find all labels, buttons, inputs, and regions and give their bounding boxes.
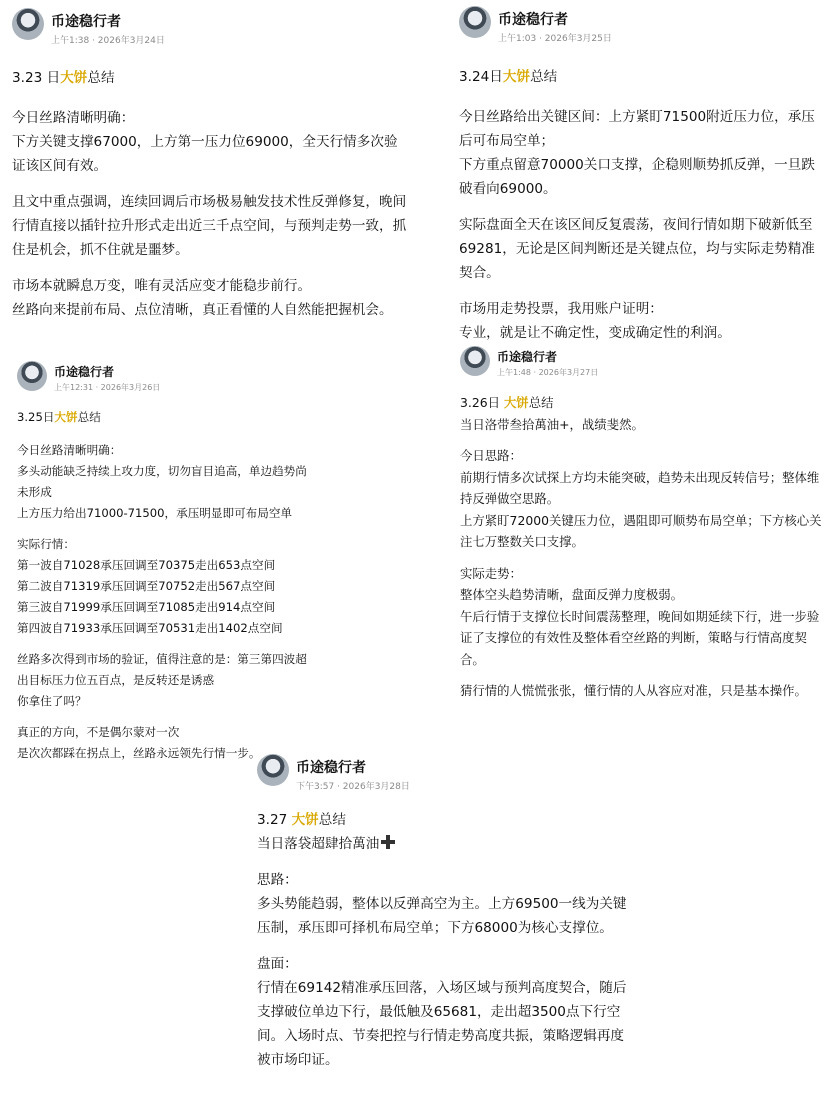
- post-title: 3.25日大饼总结: [17, 410, 101, 424]
- post-paragraph: 当日落袋超肆拾萬油: [257, 832, 627, 856]
- post-card: [459, 6, 827, 345]
- post-timestamp: 上午1:03 · 2026年3月25日: [498, 34, 612, 44]
- author-name[interactable]: 币途稳行者: [498, 12, 568, 28]
- post-paragraph: 真正的方向，不是偶尔蒙对一次 是次次都踩在拐点上，丝路永远领先行情一步。: [17, 725, 261, 760]
- post-paragraph: 今日思路： 前期行情多次试探上方均未能突破，趋势未出现反转信号；整体维持反弹做空思路。 上方紧盯72000关键压力位，遇阻即可顺势布局空单；下方核心关注七万整数关口支撑。: [460, 448, 822, 549]
- post-paragraph: 思路： 多头势能趋弱，整体以反弹高空为主。上方69500一线为关键压制，承压即可择机布局空单；下方68000为核心支撑位。: [257, 872, 627, 936]
- post-header: [459, 6, 827, 44]
- avatar[interactable]: [459, 6, 491, 38]
- post-body: [460, 392, 825, 702]
- post-body: [17, 407, 317, 764]
- post-paragraph: 市场用走势投票，我用账户证明： 专业，就是让不确定性，变成确定性的利润。: [459, 301, 731, 341]
- post-card: [17, 361, 317, 764]
- post-title: 3.26日 大饼总结: [460, 395, 554, 410]
- post-timestamp: 下午3:57 · 2026年3月28日: [296, 782, 410, 792]
- highlight-keyword: 大饼: [502, 69, 531, 85]
- post-paragraph: 实际走势： 整体空头趋势清晰，盘面反弹力度极弱。 午后行情于支撑位长时间震荡整理，晚间如期延续下行，进一步验证了支撑位的有效性及整体看空丝路的判断，策略与行情高度契合。: [460, 565, 820, 667]
- post-paragraph: 实际盘面全天在该区间反复震荡，夜间行情如期下破新低至69281，无论是区间判断还是关键点位，均与实际走势精准契合。: [459, 217, 815, 281]
- post-card: [12, 8, 407, 322]
- post-paragraph: 市场本就瞬息万变，唯有灵活应变才能稳步前行。 丝路向来提前布局、点位清晰，真正看懂的人自然能把握机会。: [12, 278, 393, 318]
- post-header: [17, 361, 317, 393]
- author-name[interactable]: 币途稳行者: [497, 350, 558, 364]
- highlight-keyword: 大饼: [60, 70, 88, 86]
- avatar[interactable]: [17, 361, 47, 391]
- post-timestamp: 上午12:31 · 2026年3月26日: [54, 383, 161, 392]
- post-paragraph: 且文中重点强调，连续回调后市场极易触发技术性反弹修复，晚间行情直接以插针拉升形式走出近三千点空间，与预判走势一致，抓住是机会，抓不住就是噩梦。: [12, 194, 407, 258]
- post-title: 3.24日大饼总结: [459, 69, 558, 85]
- highlight-keyword: 大饼: [291, 812, 319, 828]
- author-name[interactable]: 币途稳行者: [51, 14, 121, 30]
- post-card: [257, 754, 627, 1072]
- post-title: 3.23 日大饼总结: [12, 70, 115, 86]
- plus-icon: [381, 835, 395, 849]
- post-paragraph: 盘面： 行情在69142精准承压回落，入场区域与预判高度契合，随后支撑破位单边下行，最低触及65681，走出超3500点下行空间。入场时点、节奏把控与行情走势高度共振，策略逻辑再度被市场印证。: [257, 956, 627, 1068]
- post-paragraph: 今日丝路清晰明确： 多头动能缺乏持续上攻力度，切勿盲目追高，单边趋势尚未形成 上方压力给出71000-71500，承压明显即可布局空单: [17, 443, 307, 520]
- post-card: [460, 346, 825, 702]
- post-header: [12, 8, 407, 46]
- post-body: [12, 66, 407, 322]
- post-paragraph: 当日洛带叁拾萬油+，战绩斐然。: [460, 416, 644, 432]
- highlight-keyword: 大饼: [503, 395, 529, 410]
- post-paragraph: 今日丝路清晰明确： 下方关键支撑67000，上方第一压力位69000，全天行情多次验证该区间有效。: [12, 110, 398, 174]
- author-name[interactable]: 币途稳行者: [296, 760, 366, 776]
- post-header: [257, 754, 627, 792]
- post-paragraph: 丝路多次得到市场的验证，值得注意的是：第三第四波超出目标压力位五百点，是反转还是诱惑 你拿住了吗？: [17, 652, 307, 708]
- post-body: [459, 65, 827, 345]
- post-title: 3.27 大饼总结: [257, 812, 346, 828]
- avatar[interactable]: [12, 8, 44, 40]
- post-paragraph: 猜行情的人慌慌张张，懂行情的人从容应对准，只是基本操作。: [460, 683, 807, 698]
- post-paragraph: 实际行情： 第一波自71028承压回调至70375走出653点空间 第二波自71319承压回调至70752走出567点空间 第三波自71999承压回调至71085走出914点空间 第四波自71933承压回调至70531走出1402点空间: [17, 537, 283, 635]
- post-timestamp: 上午1:48 · 2026年3月27日: [497, 368, 599, 377]
- avatar[interactable]: [460, 346, 490, 376]
- post-timestamp: 上午1:38 · 2026年3月24日: [51, 36, 165, 46]
- avatar[interactable]: [257, 754, 289, 786]
- post-header: [460, 346, 825, 378]
- author-name[interactable]: 币途稳行者: [54, 365, 115, 379]
- highlight-keyword: 大饼: [54, 410, 78, 424]
- post-body: [257, 808, 627, 1072]
- post-paragraph: 今日丝路给出关键区间：上方紧盯71500附近压力位，承压后可布局空单； 下方重点留意70000关口支撑，企稳则顺势抓反弹，一旦跌破看向69000。: [459, 109, 815, 197]
